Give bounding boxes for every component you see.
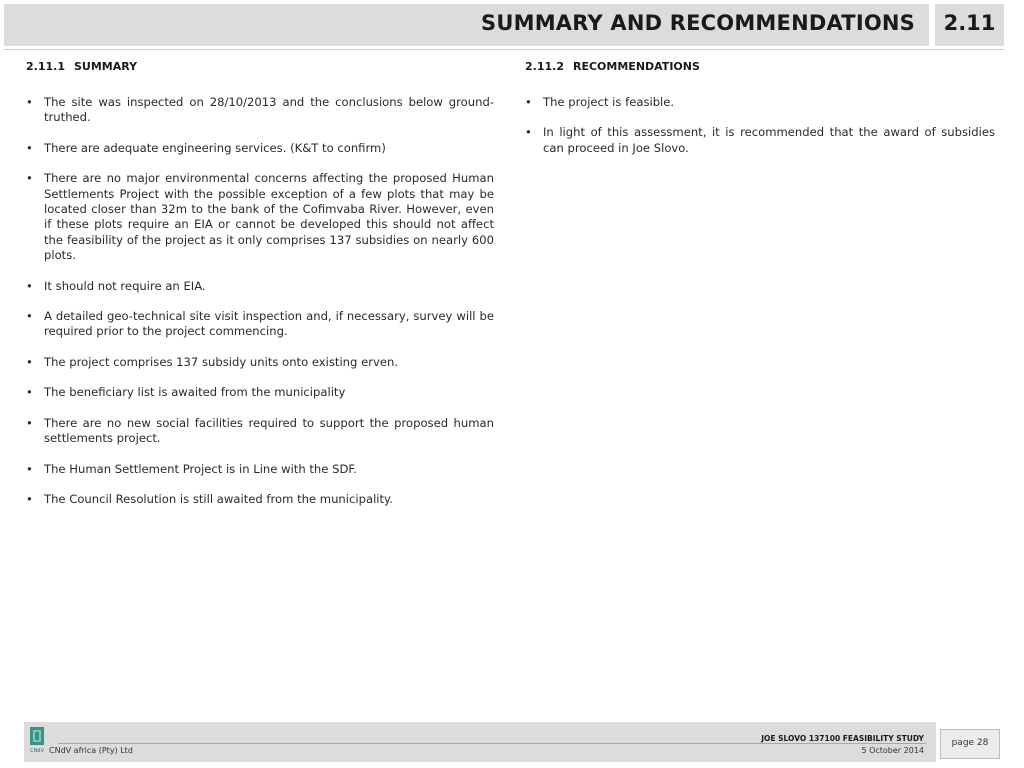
recommendations-heading	[525, 60, 995, 73]
summary-list	[26, 95, 494, 507]
list-item: • The project is feasible.	[525, 95, 995, 110]
study-date: 5 October 2014	[861, 746, 924, 755]
recommendations-column	[525, 60, 995, 171]
logo-text: CNdV	[30, 748, 44, 754]
summary-column	[26, 60, 494, 522]
header-bar	[4, 4, 929, 46]
company-name: CNdV africa (Pty) Ltd	[49, 746, 133, 755]
summary-heading-title: SUMMARY	[74, 60, 138, 73]
list-item: • In light of this assessment, it is recommended that the award of subsidies can proceed in Joe Slovo.	[525, 125, 995, 156]
list-item: • There are no new social facilities required to support the proposed human settlements project.	[26, 416, 494, 447]
recommendations-heading-number: 2.11.2	[525, 60, 564, 73]
summary-heading-number: 2.11.1	[26, 60, 65, 73]
list-item: • The Council Resolution is still awaited from the municipality.	[26, 492, 494, 507]
header-divider	[4, 49, 1004, 50]
page-title: SUMMARY AND RECOMMENDATIONS	[481, 11, 915, 35]
list-item: • There are no major environmental concerns affecting the proposed Human Settlements Project with the possible exception of a few plots that may be located closer than 32m to the bank of the Cofimvaba River. However, even if these plots require an EIA or cannot be developed this should not affect the feasibility of the project as it only comprises 137 subsidies on nearly 600 plots.	[26, 171, 494, 263]
list-item: • There are adequate engineering services. (K&T to confirm)	[26, 141, 494, 156]
list-item: • The Human Settlement Project is in Line with the SDF.	[26, 462, 494, 477]
section-number: 2.11	[943, 11, 996, 35]
study-title: JOE SLOVO 137100 FEASIBILITY STUDY	[761, 734, 924, 743]
company-logo	[28, 726, 46, 756]
list-item: • The site was inspected on 28/10/2013 and the conclusions below ground-truthed.	[26, 95, 494, 126]
footer-divider	[58, 743, 926, 744]
list-item: • The project comprises 137 subsidy units onto existing erven.	[26, 355, 494, 370]
summary-heading	[26, 60, 494, 73]
page-number-box	[940, 729, 1000, 759]
list-item: • It should not require an EIA.	[26, 279, 494, 294]
list-item: • The beneficiary list is awaited from the municipality	[26, 385, 494, 400]
page-number: page 28	[951, 738, 989, 748]
list-item: • A detailed geo-technical site visit inspection and, if necessary, survey will be required prior to the project commencing.	[26, 309, 494, 340]
recommendations-list	[525, 95, 995, 156]
section-number-box	[935, 4, 1004, 46]
recommendations-heading-title: RECOMMENDATIONS	[573, 60, 700, 73]
